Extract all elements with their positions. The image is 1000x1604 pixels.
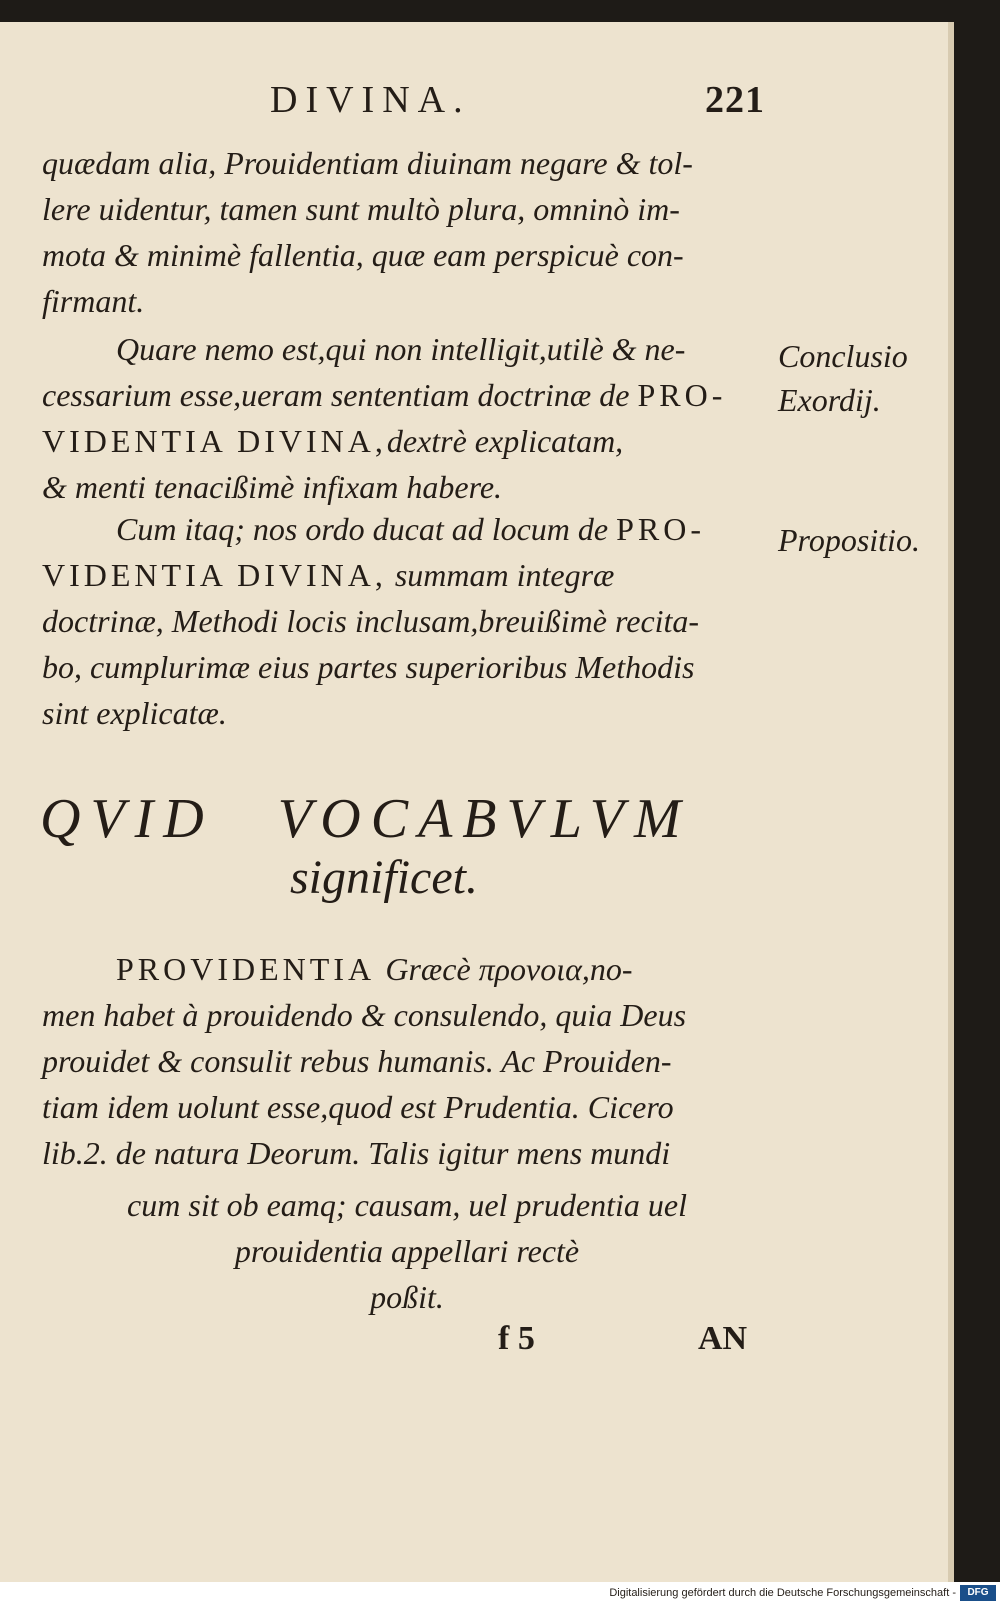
text-line <box>42 946 772 992</box>
text-line: prouidentia appellari rectè <box>234 1233 580 1269</box>
text-line <box>42 506 772 552</box>
small-caps-span: PRO- <box>637 377 727 413</box>
section-subheading: significet. <box>290 851 478 904</box>
text-line <box>42 418 772 464</box>
dfg-logo-icon: DFG <box>960 1585 996 1601</box>
text-span: cessarium esse,ueram sententiam doctrinæ de <box>42 377 638 413</box>
text-line: bo, cumplurimæ eius partes superioribus Methodis <box>42 649 695 685</box>
paragraph-1 <box>42 140 772 324</box>
paragraph-3 <box>42 506 772 736</box>
signature-mark: f 5 <box>498 1320 535 1357</box>
small-caps-span: VIDENTIA DIVINA, <box>42 423 387 459</box>
text-span: dextrè explicatam, <box>386 423 624 459</box>
text-line: & menti tenacißimè infixam habere. <box>42 469 503 505</box>
margin-note-line: Conclusio <box>778 338 908 374</box>
section-heading: QVID VOCABVLVM <box>40 788 691 850</box>
text-line: tiam idem uolunt esse,quod est Prudentia. Cicero <box>42 1089 674 1125</box>
paragraph-4 <box>42 946 772 1176</box>
page-number: 221 <box>705 79 765 121</box>
footer-credit-bar <box>0 1582 1000 1604</box>
text-span: Cum itaq; nos ordo ducat ad locum de <box>116 511 617 547</box>
small-caps-span: PRO- <box>616 511 706 547</box>
text-line: firmant. <box>42 283 145 319</box>
footer-credit-text: Digitalisierung gefördert durch die Deutsche Forschungsgemeinschaft - <box>609 1587 956 1599</box>
paragraph-2 <box>42 326 772 510</box>
text-line: prouidet & consulit rebus humanis. Ac Prouiden- <box>42 1043 672 1079</box>
small-caps-span: PROVIDENTIA <box>116 951 386 987</box>
text-line <box>42 372 772 418</box>
text-line: quædam alia, Prouidentiam diuinam negare & tol- <box>42 145 693 181</box>
small-caps-span: VIDENTIA DIVINA, <box>42 557 387 593</box>
text-line: men habet à prouidendo & consulendo, quia Deus <box>42 997 687 1033</box>
margin-note-conclusio <box>778 334 908 422</box>
text-line: poßit. <box>370 1279 444 1315</box>
text-line: lib.2. de natura Deorum. Talis igitur mens mundi <box>42 1135 671 1171</box>
text-line: doctrinæ, Methodi locis inclusam,breuißimè recita- <box>42 603 700 639</box>
margin-note-line: Exordij. <box>778 382 881 418</box>
text-span: summam integræ <box>386 557 615 593</box>
margin-note-propositio: Propositio. <box>778 522 920 558</box>
catchword: AN <box>698 1320 748 1357</box>
text-line: sint explicatæ. <box>42 695 227 731</box>
running-title: DIVINA. <box>270 79 471 121</box>
closing-lines <box>42 1182 772 1320</box>
text-line: Quare nemo est,qui non intelligit,utilè & ne- <box>116 331 686 367</box>
text-line: lere uidentur, tamen sunt multò plura, omninò im- <box>42 191 680 227</box>
text-line: mota & minimè fallentia, quæ eam perspicuè con- <box>42 237 684 273</box>
text-line <box>42 552 772 598</box>
text-span: Græcè προνοια,no- <box>385 951 633 987</box>
text-line: cum sit ob eamq; causam, uel prudentia uel <box>127 1187 687 1223</box>
